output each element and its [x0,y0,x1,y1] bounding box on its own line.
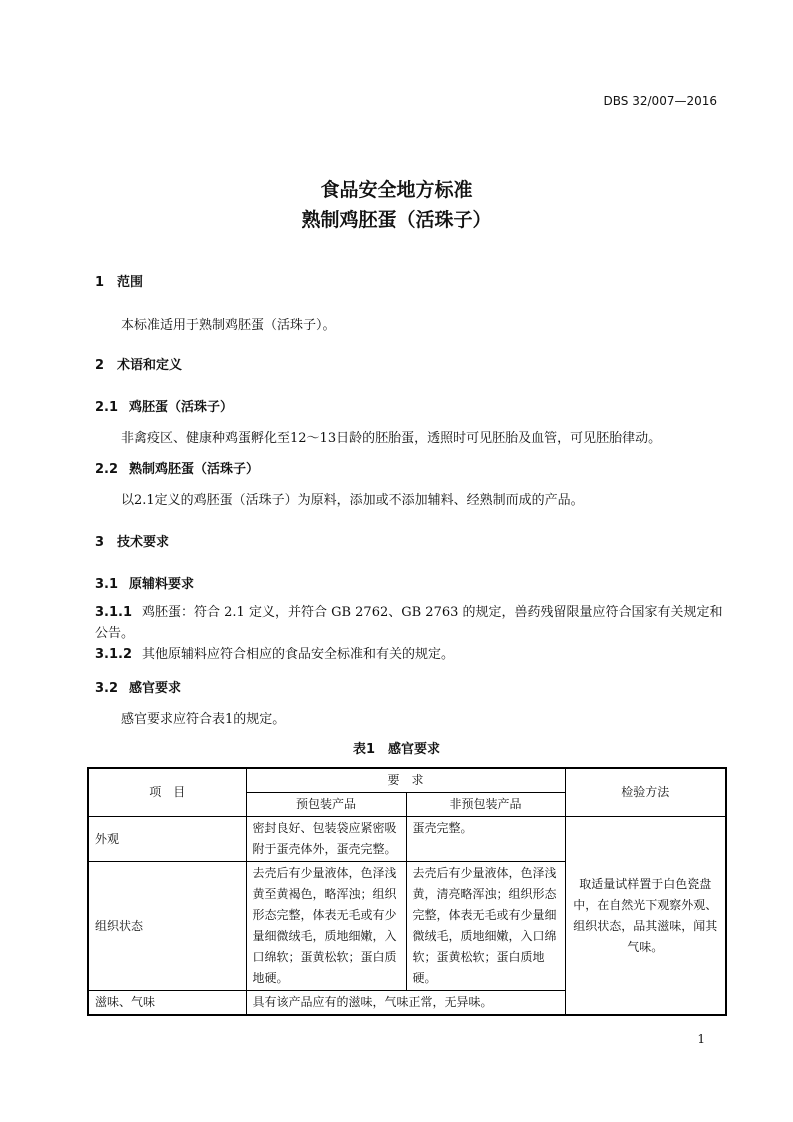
header-packaged: 预包装产品 [246,793,406,817]
section-3-1-1-paragraph [95,602,725,644]
section-2-2-heading [95,458,259,477]
page-number: 1 [697,1032,705,1046]
table-row [88,817,726,862]
paragraph-text: 其他原辅料应符合相应的食品安全标准和有关的规定。 [142,647,455,662]
section-number: 3.1.1 [95,605,133,620]
table-header-row [88,768,726,793]
document-title: 食品安全地方标准 [320,179,473,201]
section-1-heading [95,271,143,290]
row-item: 外观 [88,817,246,862]
section-3-1-heading [95,573,194,592]
inspection-method: 取适量试样置于白色瓷盘中，在自然光下观察外观、组织状态，品其滋味，闻其气味。 [565,817,726,1016]
standard-code: DBS 32/007—2016 [603,94,717,108]
row-item: 组织状态 [88,862,246,991]
row-item: 滋味、气味 [88,991,246,1016]
paragraph-text: 鸡胚蛋：符合 2.1 定义，并符合 GB 2762、GB 2763 的规定，兽药残留限量应符合国家有关规定和公告。 [95,605,723,641]
header-non-packaged: 非预包装产品 [406,793,565,817]
table-caption: 表1 感官要求 [352,742,441,757]
section-number: 2 [95,358,105,373]
row-packaged: 密封良好、包装袋应紧密吸附于蛋壳体外，蛋壳完整。 [246,817,406,862]
section-title: 范围 [117,275,144,290]
section-number: 3.1 [95,577,119,592]
section-3-1-2-paragraph [95,644,725,665]
section-number: 2.1 [95,400,119,415]
sensory-requirements-table [87,767,727,1016]
document-subtitle: 熟制鸡胚蛋（活珠子） [301,209,492,231]
row-non-packaged: 去壳后有少量液体，色泽浅黄，清亮略浑浊；组织形态完整，体表无毛或有少量细微绒毛，质地细嫩，入口绵软；蛋黄松软；蛋白质地硬。 [406,862,565,991]
section-number: 3.1.2 [95,647,133,662]
row-non-packaged: 蛋壳完整。 [406,817,565,862]
section-number: 1 [95,275,105,290]
section-3-2-heading [95,677,181,696]
section-title: 技术要求 [117,535,170,550]
section-3-heading [95,531,169,550]
section-title: 熟制鸡胚蛋（活珠子） [129,462,260,477]
header-requirement: 要 求 [246,768,565,793]
section-number: 3.2 [95,681,119,696]
section-number: 2.2 [95,462,119,477]
section-title: 术语和定义 [117,358,183,373]
header-item: 项 目 [88,768,246,817]
row-packaged: 去壳后有少量液体，色泽浅黄至黄褐色，略浑浊；组织形态完整，体表无毛或有少量细微绒毛，质地细嫩，入口绵软；蛋黄松软；蛋白质地硬。 [246,862,406,991]
section-title: 感官要求 [129,681,182,696]
section-number: 3 [95,535,105,550]
section-title: 鸡胚蛋（活珠子） [129,400,234,415]
header-method: 检验方法 [565,768,726,817]
row-merged-requirement: 具有该产品应有的滋味，气味正常，无异味。 [246,991,565,1016]
section-2-heading [95,354,182,373]
section-title: 原辅料要求 [129,577,195,592]
section-2-1-heading [95,396,233,415]
section-2-2-text: 以2.1定义的鸡胚蛋（活珠子）为原料，添加或不添加辅料、经熟制而成的产品。 [121,493,584,508]
section-3-2-text: 感官要求应符合表1的规定。 [121,712,286,727]
section-2-1-text: 非禽疫区、健康种鸡蛋孵化至12～13日龄的胚胎蛋，透照时可见胚胎及血管，可见胚胎律动。 [121,431,662,446]
section-1-text: 本标准适用于熟制鸡胚蛋（活珠子）。 [121,318,336,333]
